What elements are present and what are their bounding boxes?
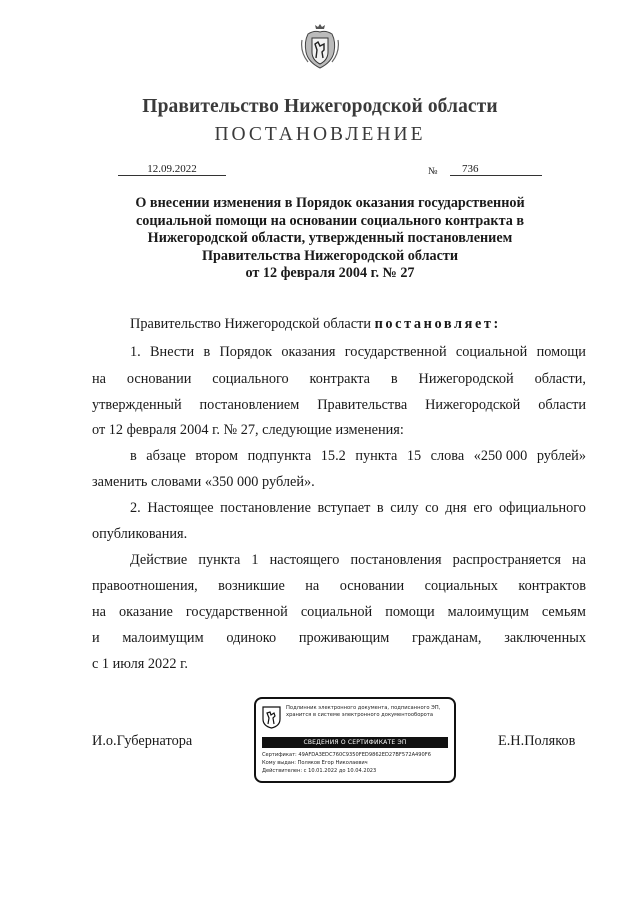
stamp-issued-to: Кому выдан: Поляков Егор Николаевич [262,760,368,766]
word: на [92,371,106,387]
word: слова [430,448,465,464]
word: малоимущим [447,604,529,620]
paragraph-2-line-1 [130,448,586,465]
word: Нижегородской [425,397,521,413]
paragraph-3-line-2: опубликования. [92,526,188,542]
paragraph-1-line-4: от 12 февраля 2004 г. № 27, следующие изменения: [92,422,404,438]
word: 1 [251,552,259,568]
word: 1. [130,344,141,360]
paragraph-4-line-1 [130,552,586,569]
paragraph-1-line-2 [92,371,586,388]
document-date: 12.09.2022 [118,163,226,176]
word: контракта [309,371,370,387]
word: области [538,397,586,413]
word: помощи [385,604,435,620]
word: 15 [406,448,422,464]
document-title [100,195,560,283]
electronic-signature-stamp [254,697,456,783]
stamp-certificate: Сертификат: 49AFDA3EDC760C9350FED9862ED27BF572A490F6 [262,752,431,758]
word: на [92,604,106,620]
word: гражданам, [412,630,482,646]
organization-name: Правительство Нижегородской области [142,96,498,117]
number-label: № [428,166,438,177]
word: возникшие [218,578,285,594]
word: Настоящее [147,500,214,516]
word: семьям [541,604,586,620]
word: подпункта [247,448,312,464]
word: постановление [220,500,311,516]
signatory-name: Е.Н.Поляков [498,733,576,749]
paragraph-4-line-2 [92,578,586,595]
paragraph-4-line-4 [92,630,586,647]
word: рублей» [536,448,586,464]
title-line: О внесении изменения в Порядок оказания государственной [135,195,525,211]
word: на [571,552,586,568]
word: в [203,344,211,360]
paragraph-4-line-3 [92,604,586,621]
word: дня [445,500,467,516]
word: пункта [355,448,398,464]
stamp-certificate-bar: СВЕДЕНИЯ О СЕРТИФИКАТЕ ЭП [262,737,448,748]
word: области, [534,371,586,387]
word: в [376,500,384,516]
word: вступает [317,500,371,516]
word: в [390,371,398,387]
word: Правительства [317,397,408,413]
word: одиноко [226,630,277,646]
title-line: от 12 февраля 2004 г. № 27 [245,265,415,281]
word: его [473,500,493,516]
word: правоотношения, [92,578,198,594]
word: Действие [130,552,188,568]
word: социального [212,371,289,387]
word: социальных [424,578,498,594]
word: оказания [281,344,336,360]
word: 2. [130,500,141,516]
title-line: социальной помощи на основании социального контракта в [135,212,525,229]
word: оказание [119,604,173,620]
title-line: Нижегородской области, утвержденный постановлением [147,230,513,246]
word: Внести [150,344,195,360]
document-number: 736 [450,163,542,176]
word: на [305,578,320,594]
word: официального [498,500,586,516]
word: контрактов [518,578,586,594]
word: и [92,630,100,646]
word: помощи [536,344,586,360]
word: пункта [198,552,241,568]
word: Нижегородской [418,371,514,387]
word: социальной [300,604,373,620]
word: государственной [185,604,288,620]
word: заключенных [504,630,586,646]
signatory-position: И.о.Губернатора [92,733,193,749]
title-line: Правительства Нижегородской области [201,247,459,264]
word: со [425,500,439,516]
word: настоящего [269,552,340,568]
word: силу [390,500,419,516]
word: постановлением [199,397,300,413]
paragraph-4-line-5: с 1 июля 2022 г. [92,656,188,672]
word: проживающим [298,630,390,646]
paragraph-3-line-1 [130,500,586,517]
word: 15.2 [320,448,346,464]
word: постановления [350,552,442,568]
word: малоимущим [122,630,204,646]
word: абзаце [146,448,186,464]
word: втором [195,448,239,464]
word: государственной [344,344,447,360]
word: распространяется [452,552,561,568]
paragraph-1-line-3 [92,397,586,414]
document-type: ПОСТАНОВЛЕНИЕ [214,124,426,145]
stamp-header: Подлинник электронного документа, подписанного ЭП, хранится в системе электронного документооборота [286,705,441,718]
word: утвержденный [92,397,182,413]
paragraph-2-line-2: заменить словами «350 000 рублей». [92,474,315,490]
word: основании [126,371,192,387]
word: основании [339,578,405,594]
word: в [130,448,137,464]
nizhny-novgorod-deer-icon [262,706,281,729]
decree-word: постановляет: [374,316,501,332]
word: социальной [455,344,528,360]
word: Порядок [219,344,273,360]
paragraph-1-line-1 [130,344,586,361]
word: «250 000 [473,448,528,464]
preamble-text: Правительство Нижегородской области [130,316,371,332]
preamble [130,316,501,333]
stamp-valid: Действителен: с 10.01.2022 до 10.04.2023 [262,768,377,774]
coat-of-arms-icon [300,22,340,70]
